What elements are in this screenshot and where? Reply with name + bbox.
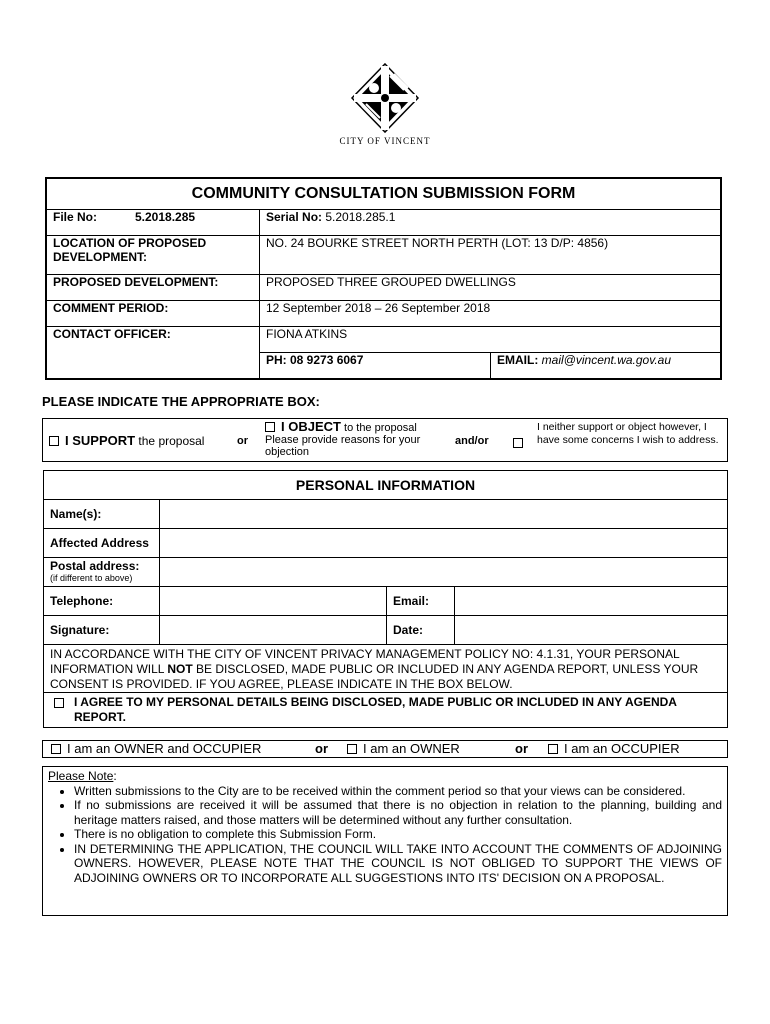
location-label: LOCATION OF PROPOSED DEVELOPMENT:: [46, 236, 260, 275]
email-label: Email:: [387, 587, 455, 616]
org-name: CITY OF VINCENT: [339, 136, 431, 146]
postal-address-note: (if different to above): [50, 572, 133, 583]
signature-label: Signature:: [44, 616, 160, 645]
indicate-heading: PLEASE INDICATE THE APPROPRIATE BOX:: [42, 394, 320, 409]
note-item: • If no submissions are received it will be assumed that there is no objection in relation to the planning, building and heritage matters raised, and those matters will be determined without any further consultation.: [74, 798, 722, 827]
occupancy-or-1: or: [315, 741, 328, 756]
contact-officer-label: CONTACT OFFICER:: [46, 327, 260, 380]
occupier-checkbox[interactable]: [548, 744, 558, 754]
andor-label: and/or: [455, 435, 489, 447]
telephone-input[interactable]: [160, 587, 387, 616]
comment-period-value: 12 September 2018 – 26 September 2018: [260, 301, 722, 327]
city-crest-icon: [350, 62, 420, 134]
agree-label: I AGREE TO MY PERSONAL DETAILS BEING DISCLOSED, MADE PUBLIC OR INCLUDED IN ANY AGENDA REPORT.: [74, 695, 677, 724]
owner-occupier-checkbox[interactable]: [51, 744, 61, 754]
occupancy-row: [42, 740, 728, 758]
agree-option[interactable]: [44, 693, 728, 728]
contact-email-label: EMAIL:: [497, 353, 539, 367]
object-checkbox[interactable]: [265, 422, 275, 432]
file-no-label: File No:: [53, 210, 97, 224]
names-label: Name(s):: [44, 500, 160, 529]
occupier-option[interactable]: I am an OCCUPIER: [548, 741, 680, 757]
signature-input[interactable]: [160, 616, 387, 645]
contact-phone: PH: 08 9273 6067: [260, 353, 491, 380]
city-logo: [350, 62, 420, 134]
support-label: I SUPPORT: [65, 433, 136, 448]
affected-address-input[interactable]: [160, 529, 728, 558]
date-label: Date:: [387, 616, 455, 645]
serial-no-label: Serial No:: [266, 210, 323, 224]
object-label-rest: to the proposal: [344, 422, 417, 434]
form-title: COMMUNITY CONSULTATION SUBMISSION FORM: [46, 178, 721, 210]
notes-box: Please Note: • Written submissions to the City are to be received within the comment period so that your views can be considered. • If no submissions are received it will be assumed that there is no objection in relation to the planning, building and heritage matters raised, and those matters will be determined without any further consultation. • There is no obligation to complete this Submission Form. • IN DETERMINING THE APPLICATION, THE COUNCIL WILL TAKE INTO ACCOUNT THE COMMENTS OF ADJOINING OWNERS. HOWEVER, PLEASE NOTE THAT THE COUNCIL IS NOT OBLIGED TO SUPPORT THE VIEWS OF ADJOINING OWNERS OR TO INCORPORATE ALL SUGGESTIONS INTO ITS' DECISION ON A PROPOSAL.: [42, 766, 728, 916]
indicate-box: [42, 418, 728, 462]
or-label: or: [237, 435, 248, 447]
occupancy-or-2: or: [515, 741, 528, 756]
names-input[interactable]: [160, 500, 728, 529]
object-note: Please provide reasons for your objection: [265, 434, 421, 458]
contact-email-value: mail@vincent.wa.gov.au: [541, 353, 672, 367]
serial-no-value: 5.2018.285.1: [325, 210, 396, 224]
owner-occupier-option[interactable]: I am an OWNER and OCCUPIER: [51, 741, 261, 757]
note-item: • Written submissions to the City are to be received within the comment period so that your views can be considered.: [74, 784, 722, 799]
object-option[interactable]: [265, 421, 445, 458]
personal-info-table: [43, 470, 728, 728]
contact-officer-value: FIONA ATKINS: [260, 327, 722, 353]
personal-info-heading: PERSONAL INFORMATION: [44, 471, 728, 500]
privacy-statement: IN ACCORDANCE WITH THE CITY OF VINCENT PRIVACY MANAGEMENT POLICY NO: 4.1.31, YOUR PERSONAL INFORMATION WILL NOT BE DISCLOSED, MADE PUBLIC OR INCLUDED IN ANY AGENDA REPORT, UNLESS YOUR CONSENT IS PROVIDED. IF YOU AGREE, PLEASE INDICATE IN THE BOX BELOW.: [44, 645, 728, 693]
note-item: • IN DETERMINING THE APPLICATION, THE COUNCIL WILL TAKE INTO ACCOUNT THE COMMENTS OF ADJOINING OWNERS. HOWEVER, PLEASE NOTE THAT THE COUNCIL IS NOT OBLIGED TO SUPPORT THE VIEWS OF ADJOINING OWNERS OR TO INCORPORATE ALL SUGGESTIONS INTO ITS' DECISION ON A PROPOSAL.: [74, 842, 722, 886]
owner-option[interactable]: I am an OWNER: [347, 741, 460, 757]
object-label: I OBJECT: [281, 419, 341, 434]
postal-address-input[interactable]: [160, 558, 728, 587]
affected-address-label: Affected Address: [44, 529, 160, 558]
support-option[interactable]: [49, 433, 204, 448]
date-input[interactable]: [455, 616, 728, 645]
telephone-label: Telephone:: [44, 587, 160, 616]
proposed-development-value: PROPOSED THREE GROUPED DWELLINGS: [260, 275, 722, 301]
neither-option-text: I neither support or object however, I have some concerns I wish to address.: [537, 421, 719, 446]
comment-period-label: COMMENT PERIOD:: [46, 301, 260, 327]
notes-list: [48, 784, 722, 886]
notes-heading: Please Note: [48, 769, 114, 783]
email-input[interactable]: [455, 587, 728, 616]
agree-checkbox[interactable]: [54, 698, 64, 708]
proposed-development-label: PROPOSED DEVELOPMENT:: [46, 275, 260, 301]
owner-checkbox[interactable]: [347, 744, 357, 754]
support-checkbox[interactable]: [49, 436, 59, 446]
location-value: NO. 24 BOURKE STREET NORTH PERTH (LOT: 13 D/P: 4856): [260, 236, 722, 275]
neither-checkbox[interactable]: [513, 438, 523, 448]
file-no-value: 5.2018.285: [135, 210, 196, 224]
support-label-rest: the proposal: [138, 434, 205, 448]
postal-address-label: Postal address:: [50, 558, 140, 573]
note-item: • There is no obligation to complete this Submission Form.: [74, 827, 722, 842]
consultation-details-table: [45, 177, 722, 380]
